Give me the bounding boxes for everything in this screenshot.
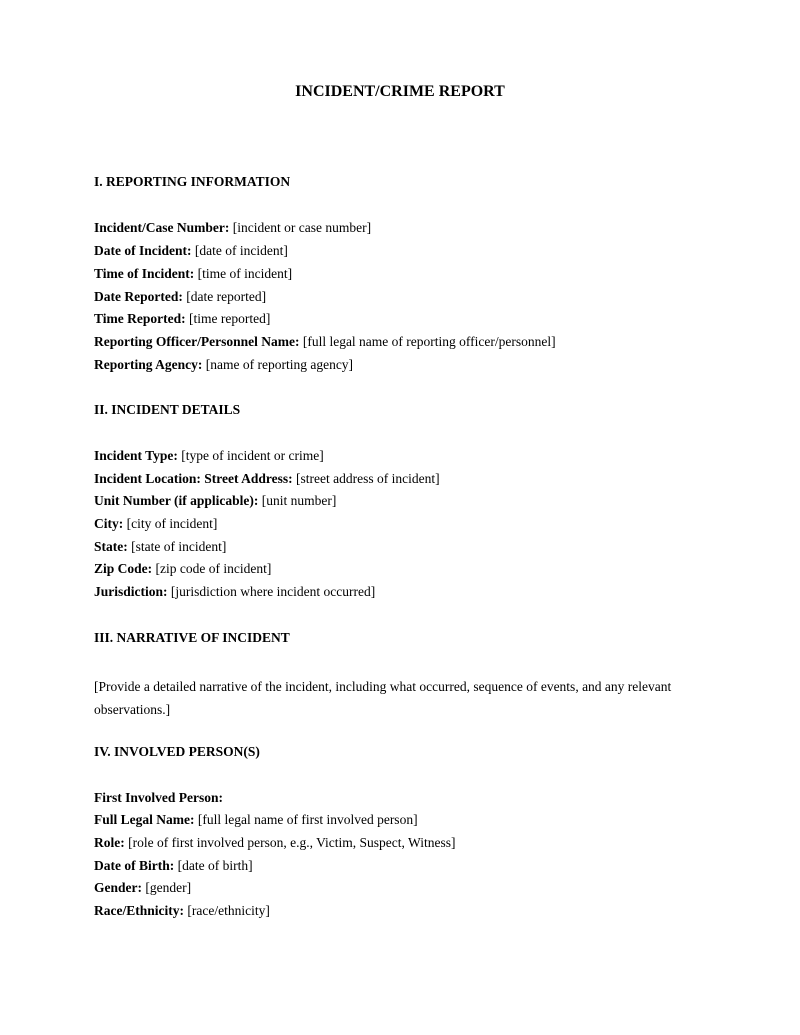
field-city: [94, 515, 217, 533]
field-time-reported: [94, 310, 270, 328]
field-label: Incident Type:: [94, 448, 178, 463]
field-value: [time reported]: [188, 311, 271, 326]
first-involved-person-heading: [94, 789, 223, 807]
field-label: Unit Number (if applicable):: [94, 493, 259, 508]
narrative-text: [Provide a detailed narrative of the incident, including what occurred, sequence of events, and any relevant observations.]: [94, 679, 672, 717]
field-label: Time Reported:: [94, 311, 186, 326]
field-incident-location: [94, 470, 440, 488]
field-jurisdiction: [94, 583, 375, 601]
field-value: [name of reporting agency]: [205, 357, 354, 372]
field-value: [full legal name of reporting officer/personnel]: [302, 334, 556, 349]
field-label: Incident Location: Street Address:: [94, 471, 293, 486]
field-label: Jurisdiction:: [94, 584, 168, 599]
field-value: [time of incident]: [197, 266, 293, 281]
field-value: [incident or case number]: [232, 220, 372, 235]
field-label: Role:: [94, 835, 125, 850]
field-value: [unit number]: [261, 493, 337, 508]
field-date-of-birth: [94, 857, 253, 875]
field-date-reported: [94, 288, 266, 306]
field-incident-case-number: [94, 219, 371, 237]
field-value: [street address of incident]: [296, 471, 440, 486]
field-label: Race/Ethnicity:: [94, 903, 184, 918]
field-value: [zip code of incident]: [155, 561, 272, 576]
field-label: Gender:: [94, 880, 142, 895]
field-value: [role of first involved person, e.g., Victim, Suspect, Witness]: [128, 835, 456, 850]
field-value: [city of incident]: [126, 516, 218, 531]
field-label: Date Reported:: [94, 289, 183, 304]
field-race-ethnicity: [94, 902, 270, 920]
field-label: Time of Incident:: [94, 266, 195, 281]
field-value: [date reported]: [186, 289, 267, 304]
section-heading-narrative: III. NARRATIVE OF INCIDENT: [94, 630, 290, 645]
subheading-label: First Involved Person:: [94, 790, 223, 805]
field-value: [date of birth]: [177, 858, 253, 873]
field-reporting-agency: [94, 356, 353, 374]
field-label: Reporting Agency:: [94, 357, 203, 372]
field-state: [94, 538, 226, 556]
field-label: Date of Incident:: [94, 243, 192, 258]
field-zip-code: [94, 560, 271, 578]
field-value: [jurisdiction where incident occurred]: [170, 584, 376, 599]
field-value: [full legal name of first involved person]: [197, 812, 418, 827]
field-role: [94, 834, 455, 852]
field-label: Reporting Officer/Personnel Name:: [94, 334, 300, 349]
field-value: [type of incident or crime]: [181, 448, 324, 463]
field-time-of-incident: [94, 265, 292, 283]
field-label: State:: [94, 539, 128, 554]
field-gender: [94, 879, 191, 897]
field-label: Date of Birth:: [94, 858, 175, 873]
document-title: INCIDENT/CRIME REPORT: [295, 83, 505, 100]
field-label: City:: [94, 516, 124, 531]
section-heading-incident-details: II. INCIDENT DETAILS: [94, 402, 241, 417]
field-label: Zip Code:: [94, 561, 153, 576]
field-value: [state of incident]: [131, 539, 227, 554]
field-label: Full Legal Name:: [94, 812, 195, 827]
section-heading-reporting: I. REPORTING INFORMATION: [94, 174, 291, 189]
field-unit-number: [94, 492, 336, 510]
field-incident-type: [94, 447, 324, 465]
field-value: [race/ethnicity]: [187, 903, 270, 918]
field-reporting-officer-name: [94, 333, 556, 351]
field-value: [gender]: [145, 880, 192, 895]
field-value: [date of incident]: [194, 243, 288, 258]
field-date-of-incident: [94, 242, 288, 260]
field-label: Incident/Case Number:: [94, 220, 230, 235]
field-full-legal-name: [94, 811, 418, 829]
section-heading-involved-persons: IV. INVOLVED PERSON(S): [94, 744, 260, 759]
